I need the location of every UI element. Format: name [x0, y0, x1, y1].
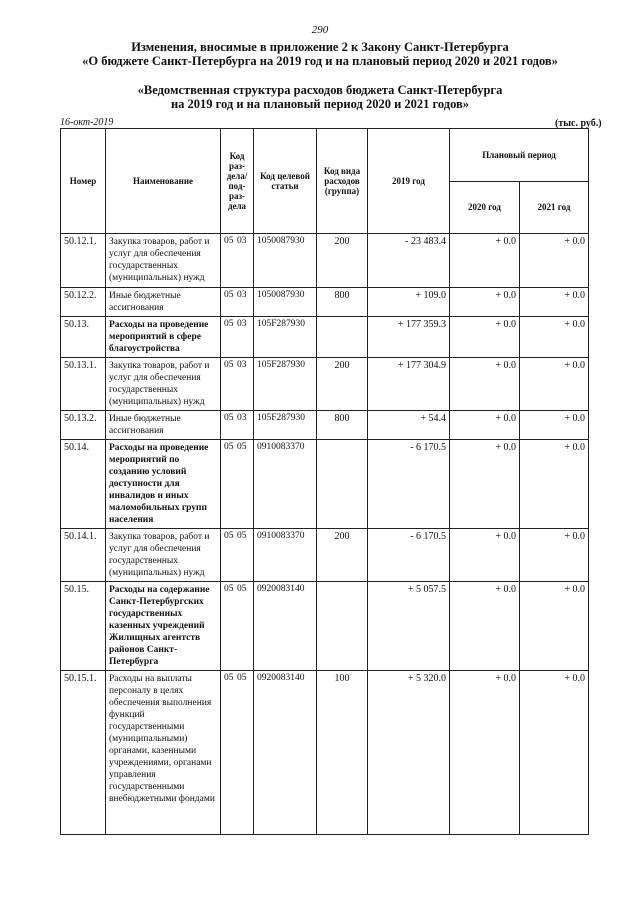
row-number: 50.14.	[61, 440, 106, 529]
col-2019-header: 2019 год	[368, 129, 450, 234]
row-section-code	[221, 671, 254, 835]
row-expense-code: 800	[317, 411, 368, 440]
row-name: Иные бюджетные ассигнования	[106, 411, 221, 440]
row-number: 50.12.1.	[61, 234, 106, 288]
row-subsection-code-part: 05	[237, 531, 247, 541]
row-name: Расходы на содержание Санкт-Петербургских государственных казенных учреждений Жилищных агентств районов Санкт-Петербурга	[106, 582, 221, 671]
row-article-code: 105F287930	[254, 411, 317, 440]
row-amount-2020: + 0.0	[450, 529, 520, 582]
row-section-code	[221, 234, 254, 288]
row-amount-2020: + 0.0	[450, 671, 520, 835]
row-section-code	[221, 288, 254, 317]
col-expense-header: Код вида расходов (группа)	[317, 129, 368, 234]
units-label: (тыс. руб.)	[555, 118, 602, 129]
row-article-code: 0920083140	[254, 582, 317, 671]
row-subsection-code-part: 03	[237, 413, 247, 423]
row-article-code: 1050087930	[254, 234, 317, 288]
row-amount-2021: + 0.0	[520, 582, 589, 671]
row-amount-2019: - 23 483.4	[368, 234, 450, 288]
row-amount-2021: + 0.0	[520, 317, 589, 358]
row-amount-2021: + 0.0	[520, 671, 589, 835]
table-row	[61, 440, 589, 529]
row-expense-code: 200	[317, 529, 368, 582]
document-heading	[0, 40, 640, 68]
table-body	[61, 234, 589, 835]
row-section-code	[221, 440, 254, 529]
row-number: 50.15.1.	[61, 671, 106, 835]
table-row	[61, 317, 589, 358]
row-amount-2020: + 0.0	[450, 234, 520, 288]
document-date: 16-окт-2019	[60, 117, 114, 128]
row-section-code-part: 05	[224, 290, 234, 300]
row-section-code-part: 05	[224, 360, 234, 370]
row-amount-2019: + 5 057.5	[368, 582, 450, 671]
row-amount-2021: + 0.0	[520, 411, 589, 440]
col-number-header: Номер	[61, 129, 106, 234]
col-2021-header: 2021 год	[520, 181, 589, 234]
row-section-code-part: 05	[224, 319, 234, 329]
table-row	[61, 288, 589, 317]
row-amount-2019: + 109.0	[368, 288, 450, 317]
budget-table	[60, 128, 589, 835]
row-subsection-code-part: 03	[237, 236, 247, 246]
row-article-code: 0910083370	[254, 440, 317, 529]
col-article-header: Код целевой статьи	[254, 129, 317, 234]
table-row	[61, 358, 589, 411]
row-section-code	[221, 317, 254, 358]
table-row	[61, 234, 589, 288]
row-article-code: 105F287930	[254, 317, 317, 358]
row-name: Закупка товаров, работ и услуг для обеспечения государственных (муниципальных) нужд	[106, 529, 221, 582]
row-amount-2021: + 0.0	[520, 288, 589, 317]
table-row	[61, 411, 589, 440]
row-article-code: 0920083140	[254, 671, 317, 835]
subtitle-line-1: «Ведомственная структура расходов бюджета Санкт-Петербурга	[137, 83, 503, 97]
row-amount-2021: + 0.0	[520, 529, 589, 582]
row-article-code: 1050087930	[254, 288, 317, 317]
row-amount-2019: - 6 170.5	[368, 529, 450, 582]
row-expense-code: 200	[317, 358, 368, 411]
row-amount-2020: + 0.0	[450, 358, 520, 411]
heading-line-1: Изменения, вносимые в приложение 2 к Закону Санкт-Петербурга	[131, 40, 509, 54]
row-amount-2019: + 177 359.3	[368, 317, 450, 358]
col-planned-header: Плановый период	[450, 129, 589, 182]
row-article-code: 105F287930	[254, 358, 317, 411]
table-header	[61, 129, 589, 234]
row-name: Иные бюджетные ассигнования	[106, 288, 221, 317]
row-name: Расходы на выплаты персоналу в целях обеспечения выполнения функций государственными (муниципальными) органами, казенными учреждениями, органами управления государственными внебюджетными фондами	[106, 671, 221, 835]
row-number: 50.13.2.	[61, 411, 106, 440]
row-subsection-code-part: 05	[237, 673, 247, 683]
row-section-code	[221, 529, 254, 582]
table-row	[61, 671, 589, 835]
page-number: 290	[311, 24, 329, 36]
subtitle-line-2: на 2019 год и на плановый период 2020 и 2021 годов»	[170, 97, 470, 111]
row-expense-code: 800	[317, 288, 368, 317]
row-article-code: 0910083370	[254, 529, 317, 582]
row-amount-2021: + 0.0	[520, 440, 589, 529]
row-subsection-code-part: 05	[237, 584, 247, 594]
heading-line-2: «О бюджете Санкт-Петербурга на 2019 год и на плановый период 2020 и 2021 годов»	[82, 54, 558, 68]
row-amount-2019: + 54.4	[368, 411, 450, 440]
row-section-code-part: 05	[224, 531, 234, 541]
row-amount-2021: + 0.0	[520, 358, 589, 411]
row-name: Закупка товаров, работ и услуг для обеспечения государственных (муниципальных) нужд	[106, 234, 221, 288]
row-name: Расходы на проведение мероприятий в сфере благоустройства	[106, 317, 221, 358]
row-expense-code	[317, 440, 368, 529]
row-section-code-part: 05	[224, 236, 234, 246]
row-amount-2020: + 0.0	[450, 411, 520, 440]
row-subsection-code-part: 03	[237, 319, 247, 329]
row-number: 50.12.2.	[61, 288, 106, 317]
col-section-header: Код раз-дела/ под-раз-дела	[221, 129, 254, 234]
row-section-code	[221, 582, 254, 671]
row-subsection-code-part: 03	[237, 290, 247, 300]
row-number: 50.13.1.	[61, 358, 106, 411]
row-section-code-part: 05	[224, 584, 234, 594]
row-number: 50.15.	[61, 582, 106, 671]
row-amount-2020: + 0.0	[450, 582, 520, 671]
row-section-code-part: 05	[224, 673, 234, 683]
row-subsection-code-part: 03	[237, 360, 247, 370]
col-name-header: Наименование	[106, 129, 221, 234]
row-amount-2019: + 177 304.9	[368, 358, 450, 411]
row-name: Расходы на проведение мероприятий по созданию условий доступности для инвалидов и иных маломобильных групп населения	[106, 440, 221, 529]
row-number: 50.13.	[61, 317, 106, 358]
table-row	[61, 582, 589, 671]
table-subtitle	[0, 83, 640, 111]
row-name: Закупка товаров, работ и услуг для обеспечения государственных (муниципальных) нужд	[106, 358, 221, 411]
row-subsection-code-part: 05	[237, 442, 247, 452]
row-amount-2020: + 0.0	[450, 440, 520, 529]
row-amount-2020: + 0.0	[450, 317, 520, 358]
row-section-code-part: 05	[224, 413, 234, 423]
row-expense-code: 200	[317, 234, 368, 288]
row-amount-2019: + 5 320.0	[368, 671, 450, 835]
row-expense-code: 100	[317, 671, 368, 835]
row-expense-code	[317, 317, 368, 358]
row-number: 50.14.1.	[61, 529, 106, 582]
row-expense-code	[317, 582, 368, 671]
table-row	[61, 529, 589, 582]
row-section-code-part: 05	[224, 442, 234, 452]
row-section-code	[221, 358, 254, 411]
row-section-code	[221, 411, 254, 440]
col-2020-header: 2020 год	[450, 181, 520, 234]
row-amount-2021: + 0.0	[520, 234, 589, 288]
row-amount-2020: + 0.0	[450, 288, 520, 317]
row-amount-2019: - 6 170.5	[368, 440, 450, 529]
